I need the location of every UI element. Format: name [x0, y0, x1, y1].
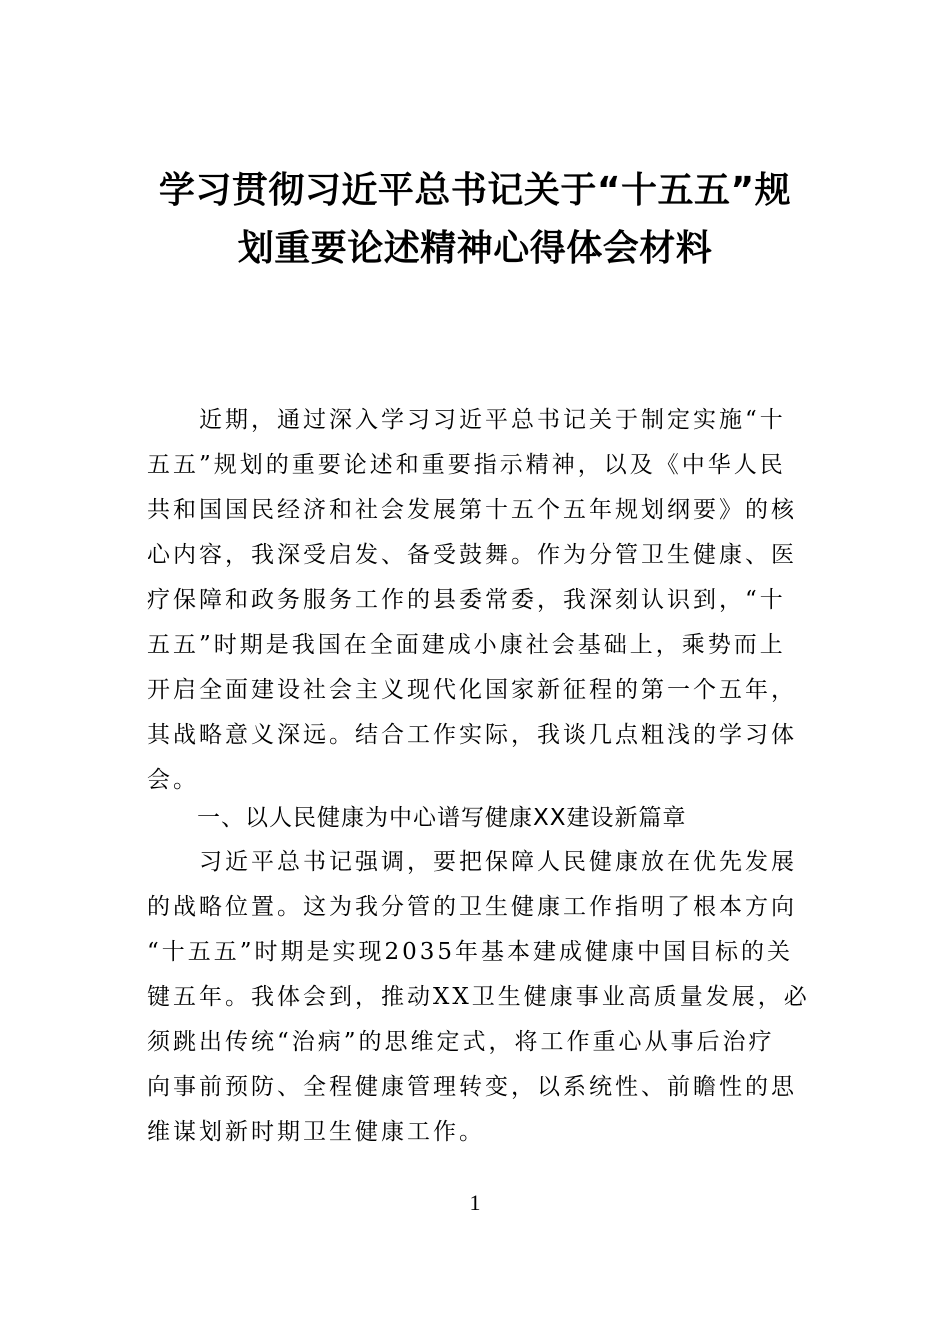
- paragraph-line: 其战略意义深远。结合工作实际，我谈几点粗浅的学习体: [147, 722, 797, 748]
- paragraph-line: 维谋划新时期卫生健康工作。: [147, 1119, 485, 1145]
- paragraph-line: 的战略位置。这为我分管的卫生健康工作指明了根本方向: [147, 894, 797, 920]
- paragraph-line: 心内容，我深受启发、备受鼓舞。作为分管卫生健康、医: [147, 542, 797, 568]
- paragraph-line: 五五”时期是我国在全面建成小康社会基础上，乘势而上: [147, 632, 786, 658]
- paragraph-line: 向事前预防、全程健康管理转变，以系统性、前瞻性的思: [147, 1074, 797, 1100]
- title-line-1: 学习贯彻习近平总书记关于“十五五”规: [158, 170, 792, 211]
- paragraph-line: “十五五”时期是实现2035年基本建成健康中国目标的关: [147, 939, 794, 965]
- section-heading-1: 一、以人民健康为中心谱写健康XX建设新篇章: [197, 805, 687, 831]
- paragraph-line: 键五年。我体会到，推动XX卫生健康事业高质量发展，必: [147, 984, 810, 1010]
- paragraph-line: 须跳出传统“治病”的思维定式，将工作重心从事后治疗: [147, 1029, 775, 1055]
- paragraph-section-1: [147, 840, 810, 1155]
- paragraph-line: 近期，通过深入学习习近平总书记关于制定实施“十: [199, 407, 786, 433]
- page-number: 1: [469, 1190, 481, 1215]
- title-line-2: 划重要论述精神心得体会材料: [237, 228, 713, 269]
- paragraph-line: 会。: [147, 767, 199, 793]
- paragraph-line: 疗保障和政务服务工作的县委常委，我深刻认识到，“十: [147, 587, 786, 613]
- document-title: [140, 162, 810, 278]
- paragraph-line: 习近平总书记强调，要把保障人民健康放在优先发展: [199, 849, 797, 875]
- paragraph-line: 五五”规划的重要论述和重要指示精神，以及《中华人民: [147, 452, 786, 478]
- paragraph-line: 开启全面建设社会主义现代化国家新征程的第一个五年，: [147, 677, 797, 703]
- paragraph-line: 共和国国民经济和社会发展第十五个五年规划纲要》的核: [147, 497, 797, 523]
- paragraph-intro: [147, 398, 807, 803]
